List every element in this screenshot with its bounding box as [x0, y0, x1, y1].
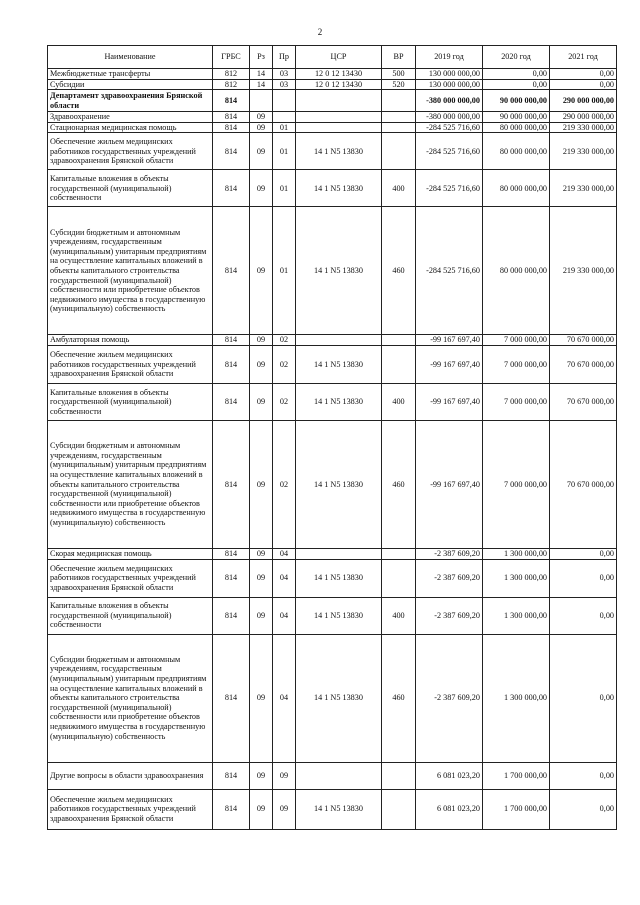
row-pr: 03	[273, 79, 296, 90]
row-2019: -2 387 609,20	[416, 559, 483, 597]
row-rz: 09	[250, 559, 273, 597]
row-pr: 02	[273, 420, 296, 548]
row-csr: 12 0 12 13430	[296, 69, 382, 80]
row-name: Стационарная медицинская помощь	[48, 122, 213, 133]
row-2021: 0,00	[550, 789, 617, 829]
row-rz: 09	[250, 170, 273, 207]
row-pr: 03	[273, 69, 296, 80]
table-row	[48, 420, 617, 548]
row-2019: 130 000 000,00	[416, 79, 483, 90]
row-2020: 7 000 000,00	[483, 420, 550, 548]
row-csr: 14 1 N5 13830	[296, 789, 382, 829]
row-2020: 1 700 000,00	[483, 762, 550, 789]
table-row	[48, 112, 617, 123]
row-grbs: 814	[213, 548, 250, 559]
row-grbs: 814	[213, 789, 250, 829]
row-vr: 500	[382, 69, 416, 80]
row-name: Другие вопросы в области здравоохранения	[48, 762, 213, 789]
row-csr	[296, 90, 382, 112]
table-row	[48, 79, 617, 90]
table-row	[48, 335, 617, 346]
row-2021: 70 670 000,00	[550, 420, 617, 548]
row-vr	[382, 345, 416, 383]
row-2020: 7 000 000,00	[483, 335, 550, 346]
row-name: Субсидии бюджетным и автономным учреждениям, государственным (муниципальным) унитарным предприятиям на осуществление капитальных вложений в объекты капитального строительства государственной (муниципальной) собственности или приобретение объектов недвижимого имущества в государственную (муниципальную) собственность	[48, 420, 213, 548]
row-grbs: 814	[213, 133, 250, 170]
row-2021: 219 330 000,00	[550, 133, 617, 170]
row-grbs: 812	[213, 69, 250, 80]
row-pr: 09	[273, 789, 296, 829]
row-2020: 80 000 000,00	[483, 207, 550, 335]
row-pr	[273, 90, 296, 112]
table-row	[48, 133, 617, 170]
row-grbs: 814	[213, 559, 250, 597]
row-grbs: 814	[213, 122, 250, 133]
row-2020: 1 300 000,00	[483, 634, 550, 762]
row-rz: 14	[250, 79, 273, 90]
row-pr: 01	[273, 133, 296, 170]
row-vr	[382, 122, 416, 133]
row-pr: 09	[273, 762, 296, 789]
table-row	[48, 634, 617, 762]
row-rz: 14	[250, 69, 273, 80]
row-2021: 0,00	[550, 79, 617, 90]
row-rz: 09	[250, 789, 273, 829]
row-2021: 290 000 000,00	[550, 112, 617, 123]
header-csr: ЦСР	[296, 46, 382, 69]
row-2019: -284 525 716,60	[416, 170, 483, 207]
row-2021: 219 330 000,00	[550, 207, 617, 335]
row-vr	[382, 789, 416, 829]
row-2020: 80 000 000,00	[483, 133, 550, 170]
row-csr: 14 1 N5 13830	[296, 559, 382, 597]
row-csr	[296, 335, 382, 346]
row-grbs: 814	[213, 597, 250, 634]
header-2021: 2021 год	[550, 46, 617, 69]
row-2019: 6 081 023,20	[416, 762, 483, 789]
row-pr: 04	[273, 634, 296, 762]
table-row	[48, 548, 617, 559]
row-rz: 09	[250, 133, 273, 170]
row-2020: 0,00	[483, 79, 550, 90]
row-vr	[382, 90, 416, 112]
row-grbs: 814	[213, 335, 250, 346]
row-csr: 14 1 N5 13830	[296, 634, 382, 762]
row-vr	[382, 133, 416, 170]
row-rz: 09	[250, 762, 273, 789]
row-pr: 04	[273, 597, 296, 634]
row-name: Обеспечение жильем медицинских работников государственных учреждений здравоохранения Брянской области	[48, 133, 213, 170]
row-name: Субсидии	[48, 79, 213, 90]
row-2019: -380 000 000,00	[416, 112, 483, 123]
row-grbs: 814	[213, 383, 250, 420]
table-row	[48, 789, 617, 829]
row-2021: 70 670 000,00	[550, 345, 617, 383]
row-grbs: 814	[213, 90, 250, 112]
table-row	[48, 122, 617, 133]
row-pr: 02	[273, 383, 296, 420]
row-name: Межбюджетные трансферты	[48, 69, 213, 80]
row-rz: 09	[250, 597, 273, 634]
row-pr: 02	[273, 335, 296, 346]
row-2021: 219 330 000,00	[550, 170, 617, 207]
row-grbs: 814	[213, 420, 250, 548]
table-row	[48, 207, 617, 335]
header-pr: Пр	[273, 46, 296, 69]
table-row	[48, 762, 617, 789]
row-name: Обеспечение жильем медицинских работников государственных учреждений здравоохранения Брянской области	[48, 559, 213, 597]
row-grbs: 814	[213, 762, 250, 789]
row-2020: 80 000 000,00	[483, 122, 550, 133]
row-2020: 1 300 000,00	[483, 559, 550, 597]
row-name: Скорая медицинская помощь	[48, 548, 213, 559]
row-name: Здравоохранение	[48, 112, 213, 123]
row-2020: 0,00	[483, 69, 550, 80]
row-vr: 400	[382, 597, 416, 634]
row-csr	[296, 548, 382, 559]
row-pr	[273, 112, 296, 123]
row-name: Капитальные вложения в объекты государственной (муниципальной) собственности	[48, 383, 213, 420]
row-2019: -284 525 716,60	[416, 133, 483, 170]
row-grbs: 812	[213, 79, 250, 90]
table-row	[48, 170, 617, 207]
row-rz: 09	[250, 122, 273, 133]
row-rz: 09	[250, 420, 273, 548]
table-row	[48, 597, 617, 634]
row-2020: 1 700 000,00	[483, 789, 550, 829]
row-2020: 7 000 000,00	[483, 345, 550, 383]
header-2019: 2019 год	[416, 46, 483, 69]
row-csr: 14 1 N5 13830	[296, 133, 382, 170]
row-2019: 6 081 023,20	[416, 789, 483, 829]
row-grbs: 814	[213, 112, 250, 123]
row-name: Субсидии бюджетным и автономным учреждениям, государственным (муниципальным) унитарным предприятиям на осуществление капитальных вложений в объекты капитального строительства государственной (муниципальной) собственности или приобретение объектов недвижимого имущества в государственную (муниципальную) собственность	[48, 207, 213, 335]
row-2019: -284 525 716,60	[416, 122, 483, 133]
row-2019: -99 167 697,40	[416, 420, 483, 548]
row-name: Департамент здравоохранения Брянской области	[48, 90, 213, 112]
row-vr: 400	[382, 170, 416, 207]
row-rz: 09	[250, 112, 273, 123]
row-csr: 12 0 12 13430	[296, 79, 382, 90]
row-rz: 09	[250, 345, 273, 383]
row-rz	[250, 90, 273, 112]
row-2021: 219 330 000,00	[550, 122, 617, 133]
row-2021: 70 670 000,00	[550, 335, 617, 346]
row-pr: 02	[273, 345, 296, 383]
row-2019: -2 387 609,20	[416, 634, 483, 762]
row-pr: 01	[273, 170, 296, 207]
row-2019: -99 167 697,40	[416, 383, 483, 420]
table-row	[48, 345, 617, 383]
row-grbs: 814	[213, 345, 250, 383]
row-name: Амбулаторная помощь	[48, 335, 213, 346]
row-2020: 90 000 000,00	[483, 90, 550, 112]
row-vr	[382, 112, 416, 123]
table-row	[48, 69, 617, 80]
table-row	[48, 90, 617, 112]
row-grbs: 814	[213, 634, 250, 762]
row-name: Обеспечение жильем медицинских работников государственных учреждений здравоохранения Брянской области	[48, 789, 213, 829]
row-2021: 0,00	[550, 548, 617, 559]
row-2019: 130 000 000,00	[416, 69, 483, 80]
row-2020: 80 000 000,00	[483, 170, 550, 207]
row-2019: -99 167 697,40	[416, 345, 483, 383]
row-2020: 90 000 000,00	[483, 112, 550, 123]
row-2019: -284 525 716,60	[416, 207, 483, 335]
row-rz: 09	[250, 548, 273, 559]
row-2020: 7 000 000,00	[483, 383, 550, 420]
table-row	[48, 383, 617, 420]
row-2021: 70 670 000,00	[550, 383, 617, 420]
row-grbs: 814	[213, 170, 250, 207]
row-2021: 290 000 000,00	[550, 90, 617, 112]
row-vr	[382, 762, 416, 789]
row-2021: 0,00	[550, 69, 617, 80]
row-csr	[296, 762, 382, 789]
row-2019: -2 387 609,20	[416, 597, 483, 634]
table-row	[48, 559, 617, 597]
row-vr: 520	[382, 79, 416, 90]
row-pr: 04	[273, 548, 296, 559]
row-name: Капитальные вложения в объекты государственной (муниципальной) собственности	[48, 170, 213, 207]
row-vr	[382, 559, 416, 597]
row-2019: -2 387 609,20	[416, 548, 483, 559]
row-2021: 0,00	[550, 762, 617, 789]
header-2020: 2020 год	[483, 46, 550, 69]
row-name: Капитальные вложения в объекты государственной (муниципальной) собственности	[48, 597, 213, 634]
row-2021: 0,00	[550, 559, 617, 597]
header-grbs: ГРБС	[213, 46, 250, 69]
row-csr	[296, 122, 382, 133]
row-vr: 400	[382, 383, 416, 420]
row-name: Субсидии бюджетным и автономным учреждениям, государственным (муниципальным) унитарным предприятиям на осуществление капитальных вложений в объекты капитального строительства государственной (муниципальной) собственности или приобретение объектов недвижимого имущества в государственную (муниципальную) собственность	[48, 634, 213, 762]
row-csr: 14 1 N5 13830	[296, 207, 382, 335]
header-name: Наименование	[48, 46, 213, 69]
row-csr: 14 1 N5 13830	[296, 345, 382, 383]
budget-table	[47, 45, 617, 830]
row-vr: 460	[382, 634, 416, 762]
row-csr: 14 1 N5 13830	[296, 383, 382, 420]
row-vr	[382, 335, 416, 346]
row-2019: -99 167 697,40	[416, 335, 483, 346]
row-2020: 1 300 000,00	[483, 597, 550, 634]
row-rz: 09	[250, 634, 273, 762]
page-number: 2	[317, 27, 323, 37]
header-rz: Рз	[250, 46, 273, 69]
table-header-row	[48, 46, 617, 69]
row-vr: 460	[382, 420, 416, 548]
row-pr: 01	[273, 207, 296, 335]
row-vr: 460	[382, 207, 416, 335]
row-csr	[296, 112, 382, 123]
row-2021: 0,00	[550, 597, 617, 634]
row-csr: 14 1 N5 13830	[296, 597, 382, 634]
row-csr: 14 1 N5 13830	[296, 170, 382, 207]
header-vr: ВР	[382, 46, 416, 69]
row-2019: -380 000 000,00	[416, 90, 483, 112]
row-rz: 09	[250, 207, 273, 335]
row-pr: 01	[273, 122, 296, 133]
row-csr: 14 1 N5 13830	[296, 420, 382, 548]
row-pr: 04	[273, 559, 296, 597]
row-2020: 1 300 000,00	[483, 548, 550, 559]
row-grbs: 814	[213, 207, 250, 335]
row-name: Обеспечение жильем медицинских работников государственных учреждений здравоохранения Брянской области	[48, 345, 213, 383]
row-2021: 0,00	[550, 634, 617, 762]
row-vr	[382, 548, 416, 559]
row-rz: 09	[250, 335, 273, 346]
row-rz: 09	[250, 383, 273, 420]
